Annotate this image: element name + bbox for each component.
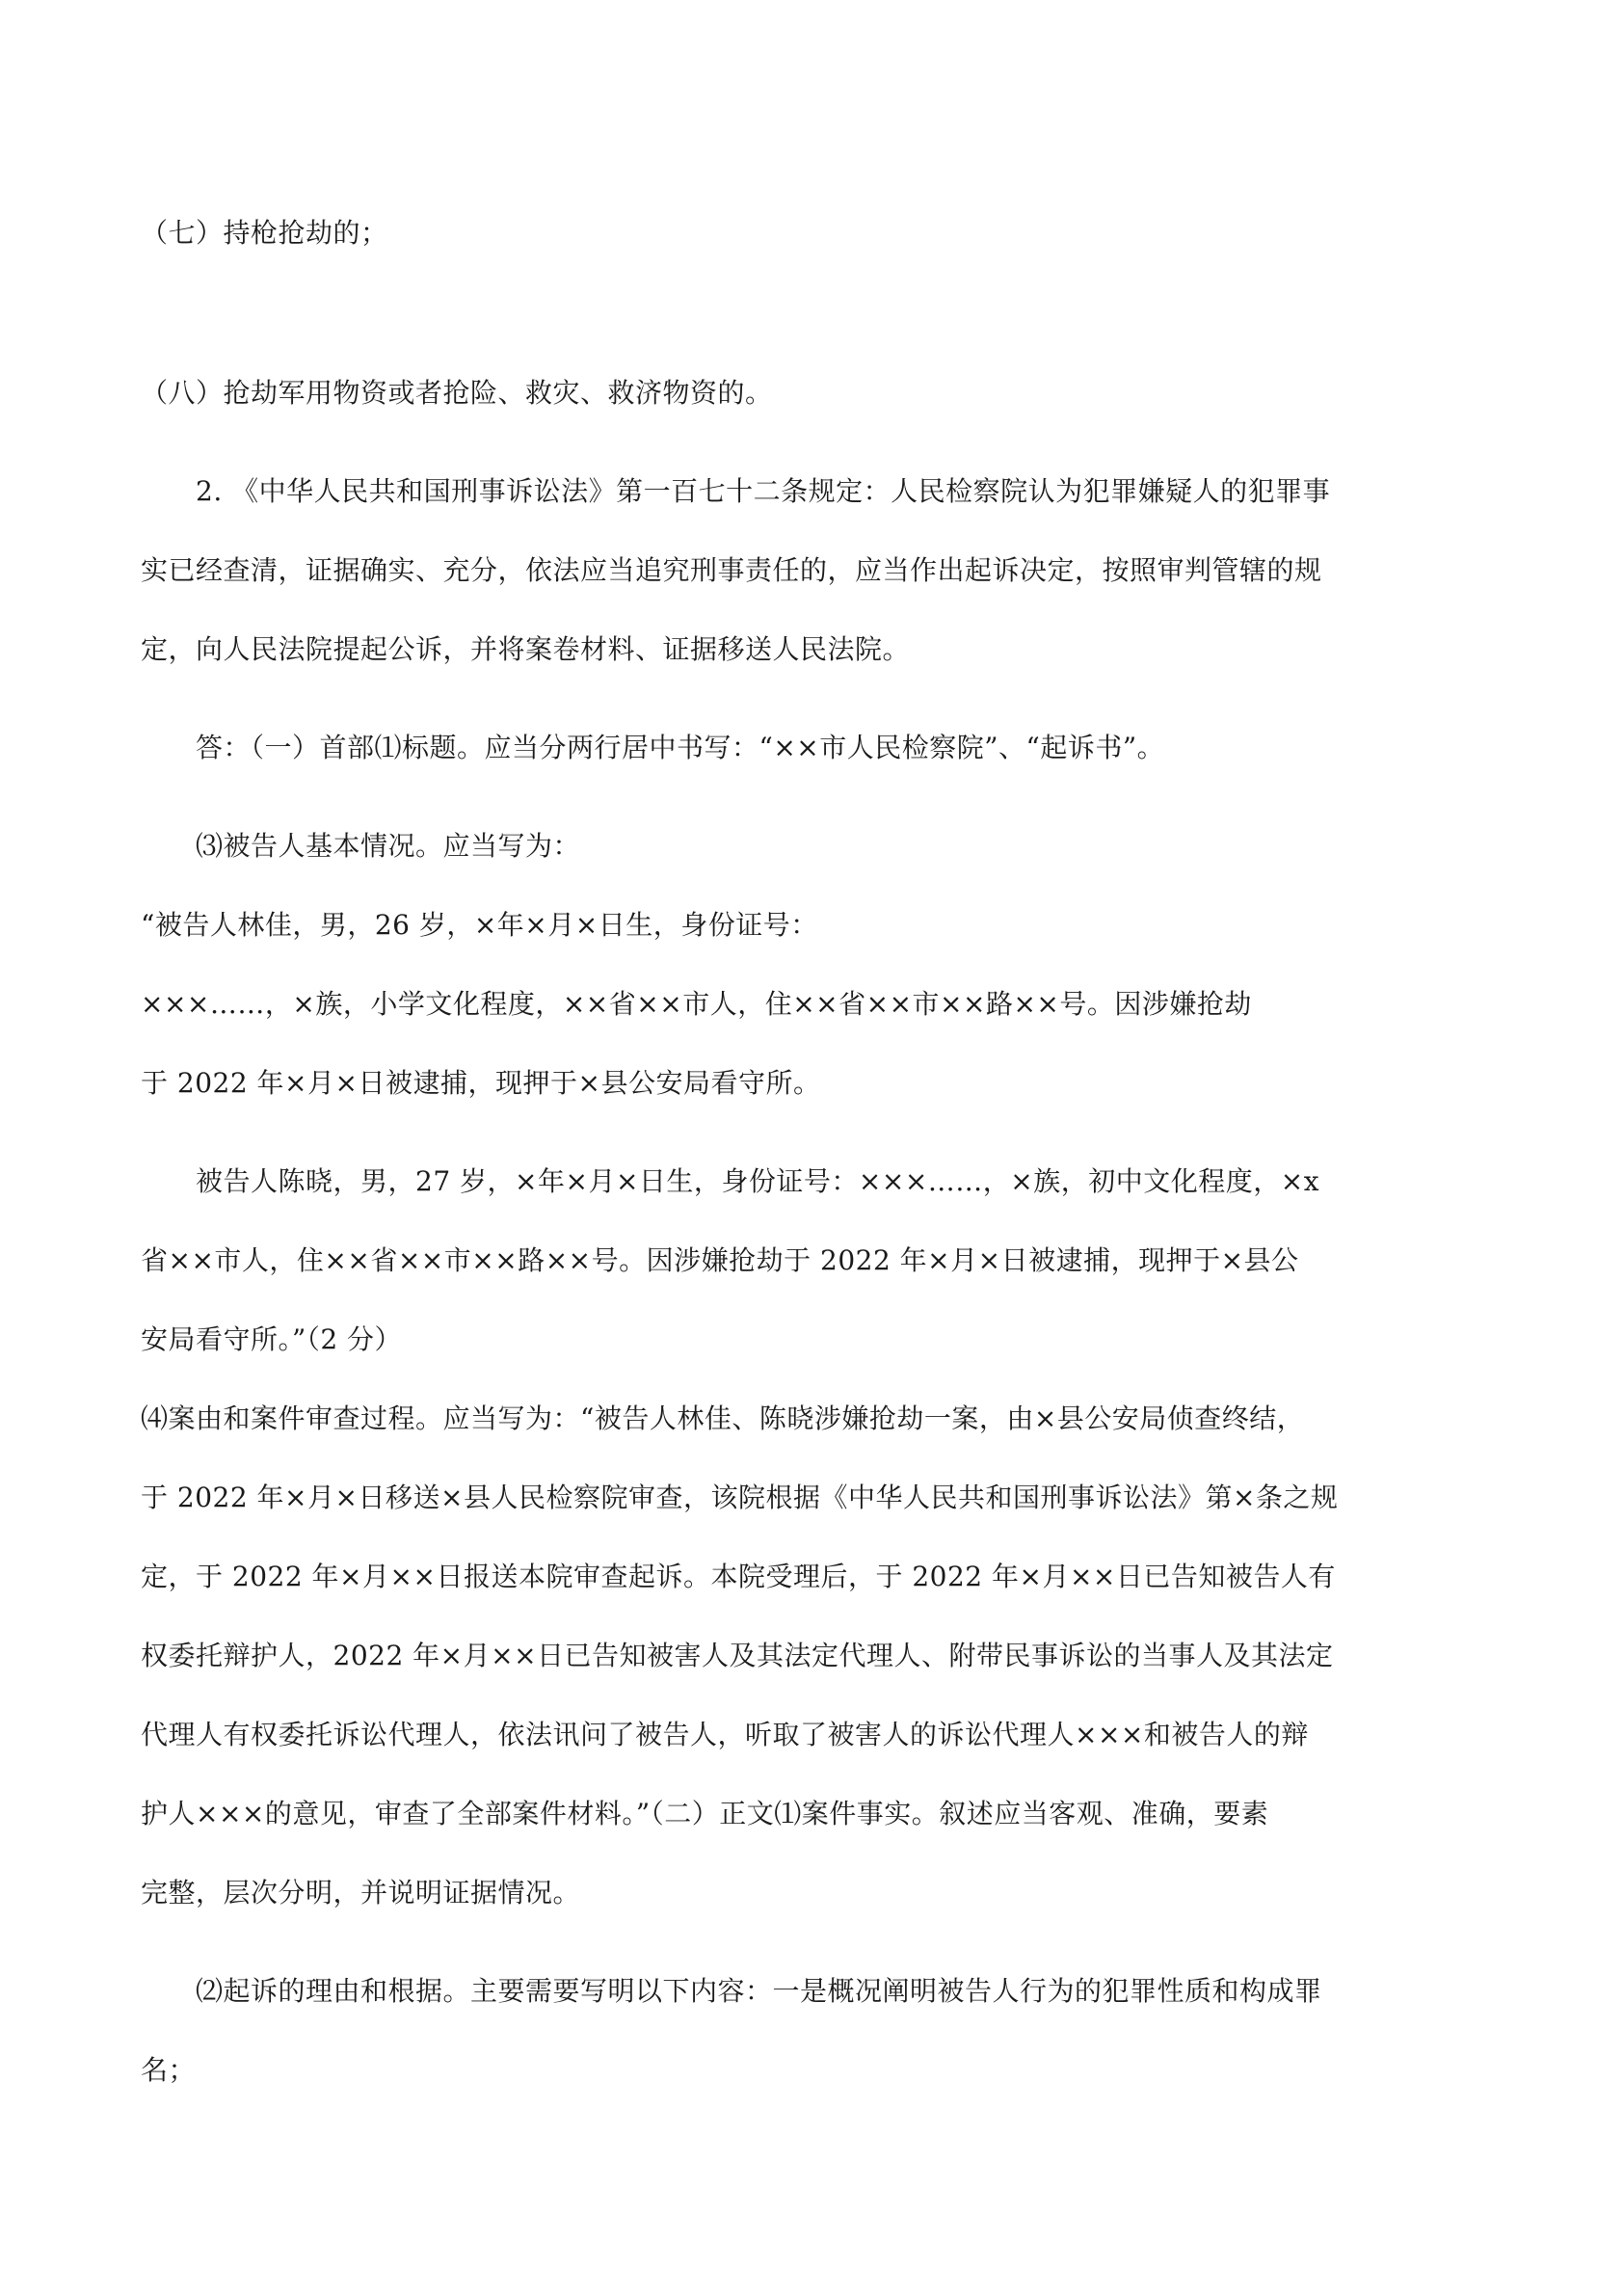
text-line-answer: 答：（一）首部⑴标题。应当分两行居中书写：“××市人民检察院”、“起诉书”。 (196, 732, 1165, 763)
text-line: 完整，层次分明，并说明证据情况。 (141, 1877, 581, 1909)
text-line: 实已经查清，证据确实、充分，依法应当追究刑事责任的，应当作出起诉决定，按照审判管辖的规 (141, 554, 1322, 586)
text-line: 定，向人民法院提起公诉，并将案卷材料、证据移送人民法院。 (141, 633, 911, 665)
text-line: 安局看守所。”（2 分） (141, 1323, 403, 1355)
text-line: 权委托辩护人，2022 年×月××日已告知被害人及其法定代理人、附带民事诉讼的当事人及其法定 (141, 1640, 1334, 1671)
text-line-defendant-2: 被告人陈晓，男，27 岁，×年×月×日生，身份证号：×××……，×族，初中文化程度，×x (196, 1165, 1320, 1197)
text-line-article-172: 2. 《中华人民共和国刑事诉讼法》第一百七十二条规定：人民检察院认为犯罪嫌疑人的犯罪事 (196, 475, 1331, 507)
text-line: 护人×××的意见，审查了全部案件材料。”（二）正文⑴案件事实。叙述应当客观、准确，要素 (141, 1798, 1269, 1829)
text-line: 于 2022 年×月×日移送×县人民检察院审查，该院根据《中华人民共和国刑事诉讼法》第×条之规 (141, 1482, 1339, 1513)
text-line: 代理人有权委托诉讼代理人，依法讯问了被告人，听取了被害人的诉讼代理人×××和被告人的辩 (141, 1719, 1309, 1750)
text-line: ×××……，×族，小学文化程度，××省××市人，住××省××市××路××号。因涉嫌抢劫 (141, 988, 1252, 1020)
text-line: 定，于 2022 年×月××日报送本院审查起诉。本院受理后，于 2022 年×月××日已告知被告人有 (141, 1561, 1336, 1592)
text-line: 省××市人，住××省××市××路××号。因涉嫌抢劫于 2022 年×月×日被逮捕，现押于×县公 (141, 1244, 1299, 1276)
text-line: 于 2022 年×月×日被逮捕，现押于×县公安局看守所。 (141, 1067, 821, 1099)
text-line-item-7: （七）持枪抢劫的； (141, 217, 388, 249)
text-line-item-8: （八）抢劫军用物资或者抢险、救灾、救济物资的。 (141, 377, 773, 409)
text-line-prosecution-grounds: ⑵起诉的理由和根据。主要需要写明以下内容：一是概况阐明被告人行为的犯罪性质和构成罪 (196, 1975, 1322, 2007)
text-line: 名； (141, 2054, 197, 2086)
text-line-case-review: ⑷案由和案件审查过程。应当写为：“被告人林佳、陈晓涉嫌抢劫一案，由×县公安局侦查终结， (141, 1402, 1305, 1434)
text-line: “被告人林佳，男，26 岁，×年×月×日生，身份证号： (141, 909, 818, 941)
text-line-defendant-info-heading: ⑶被告人基本情况。应当写为： (196, 830, 581, 862)
